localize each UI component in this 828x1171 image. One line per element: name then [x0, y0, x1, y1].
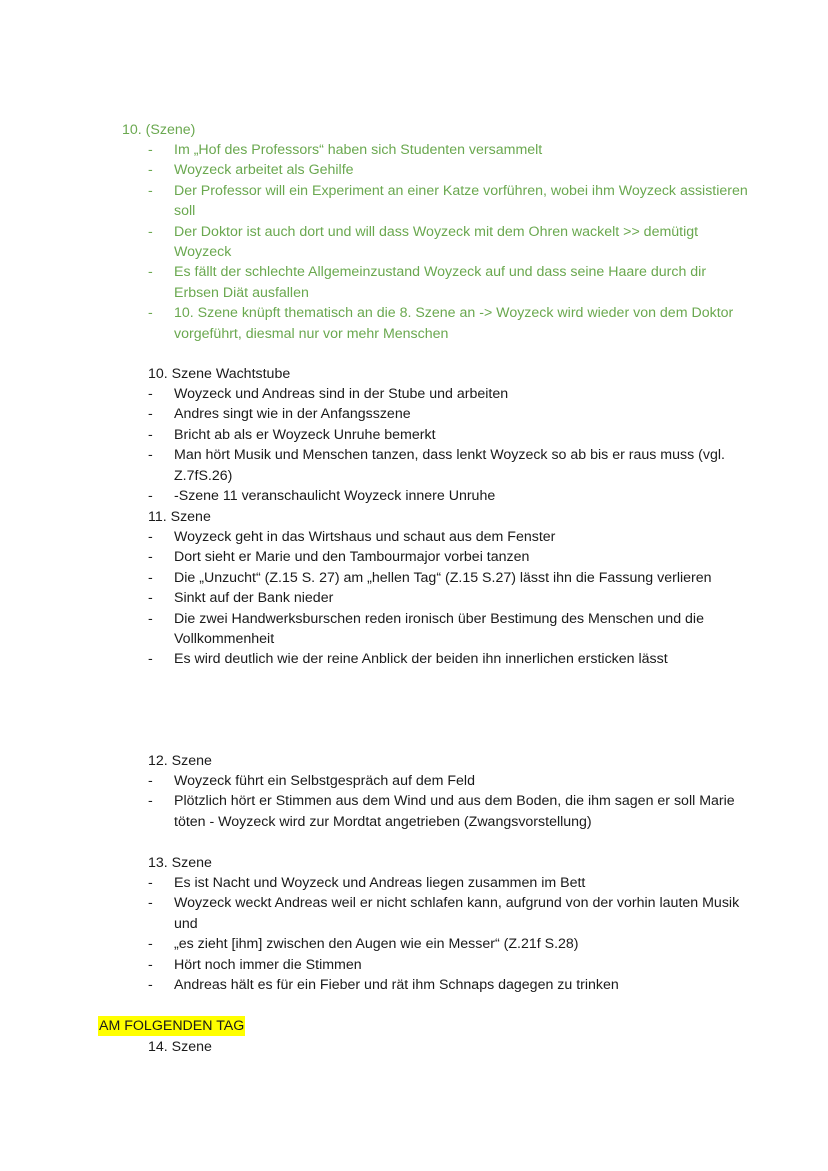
list-item: - Es ist Nacht und Woyzeck und Andreas liegen zusammen im Bett [148, 873, 748, 893]
section-heading-14: 14. Szene [148, 1039, 212, 1055]
section-heading-11: 11. Szene [148, 509, 211, 525]
list-item: - Im „Hof des Professors“ haben sich Studenten versammelt [148, 140, 748, 160]
list-item: - Dort sieht er Marie und den Tambourmajor vorbei tanzen [148, 547, 748, 567]
bullet-list-10-wachtstube [148, 384, 748, 506]
list-item: - Man hört Musik und Menschen tanzen, dass lenkt Woyzeck so ab bis er raus muss (vgl. Z.7fS.26) [148, 445, 748, 486]
highlighted-day-marker: AM FOLGENDEN TAG [99, 1018, 245, 1034]
list-item: - Die „Unzucht“ (Z.15 S. 27) am „hellen Tag“ (Z.15 S.27) lässt ihn die Fassung verlieren [148, 568, 748, 588]
list-item: - Die zwei Handwerksburschen reden ironisch über Bestimung des Menschen und die Vollkommenheit [148, 609, 748, 650]
list-item: - Andreas hält es für ein Fieber und rät ihm Schnaps dagegen zu trinken [148, 975, 748, 995]
list-item: - Plötzlich hört er Stimmen aus dem Wind und aus dem Boden, die ihm sagen er soll Marie töten - Woyzeck wird zur Mordtat angetrieben (Zwangsvorstellung) [148, 791, 748, 832]
list-item: - Andres singt wie in der Anfangsszene [148, 404, 748, 424]
bullet-list-12 [148, 771, 748, 832]
list-item: - „es zieht [ihm] zwischen den Augen wie ein Messer“ (Z.21f S.28) [148, 934, 748, 954]
section-heading-10-wachtstube: 10. Szene Wachtstube [148, 366, 291, 382]
list-item: - Hört noch immer die Stimmen [148, 955, 748, 975]
list-item: - Der Professor will ein Experiment an einer Katze vorführen, wobei ihm Woyzeck assistieren soll [148, 181, 748, 222]
list-item: - Woyzeck führt ein Selbstgespräch auf dem Feld [148, 771, 748, 791]
list-item: - 10. Szene knüpft thematisch an die 8. Szene an -> Woyzeck wird wieder von dem Doktor vorgeführt, diesmal nur vor mehr Menschen [148, 303, 748, 344]
list-item: - Woyzeck geht in das Wirtshaus und schaut aus dem Fenster [148, 527, 748, 547]
list-item: - -Szene 11 veranschaulicht Woyzeck innere Unruhe [148, 486, 748, 506]
section-heading-10-hof: 10. (Szene) [122, 122, 196, 138]
list-item: - Bricht ab als er Woyzeck Unruhe bemerkt [148, 425, 748, 445]
list-item: - Der Doktor ist auch dort und will dass Woyzeck mit dem Ohren wackelt >> demütigt Woyzeck [148, 222, 748, 263]
list-item: - Woyzeck weckt Andreas weil er nicht schlafen kann, aufgrund von der vorhin lauten Musik und [148, 893, 748, 934]
section-heading-13: 13. Szene [148, 855, 212, 871]
list-item: - Sinkt auf der Bank nieder [148, 588, 748, 608]
section-heading-12: 12. Szene [148, 753, 212, 769]
bullet-list-13 [148, 873, 748, 995]
bullet-list-11 [148, 527, 748, 670]
list-item: - Woyzeck und Andreas sind in der Stube und arbeiten [148, 384, 748, 404]
list-item: - Es wird deutlich wie der reine Anblick der beiden ihn innerlichen ersticken lässt [148, 649, 748, 669]
list-item: - Es fällt der schlechte Allgemeinzustand Woyzeck auf und dass seine Haare durch dir Erbsen Diät ausfallen [148, 262, 748, 303]
list-item: - Woyzeck arbeitet als Gehilfe [148, 160, 748, 180]
bullet-list-10-hof [148, 140, 748, 344]
